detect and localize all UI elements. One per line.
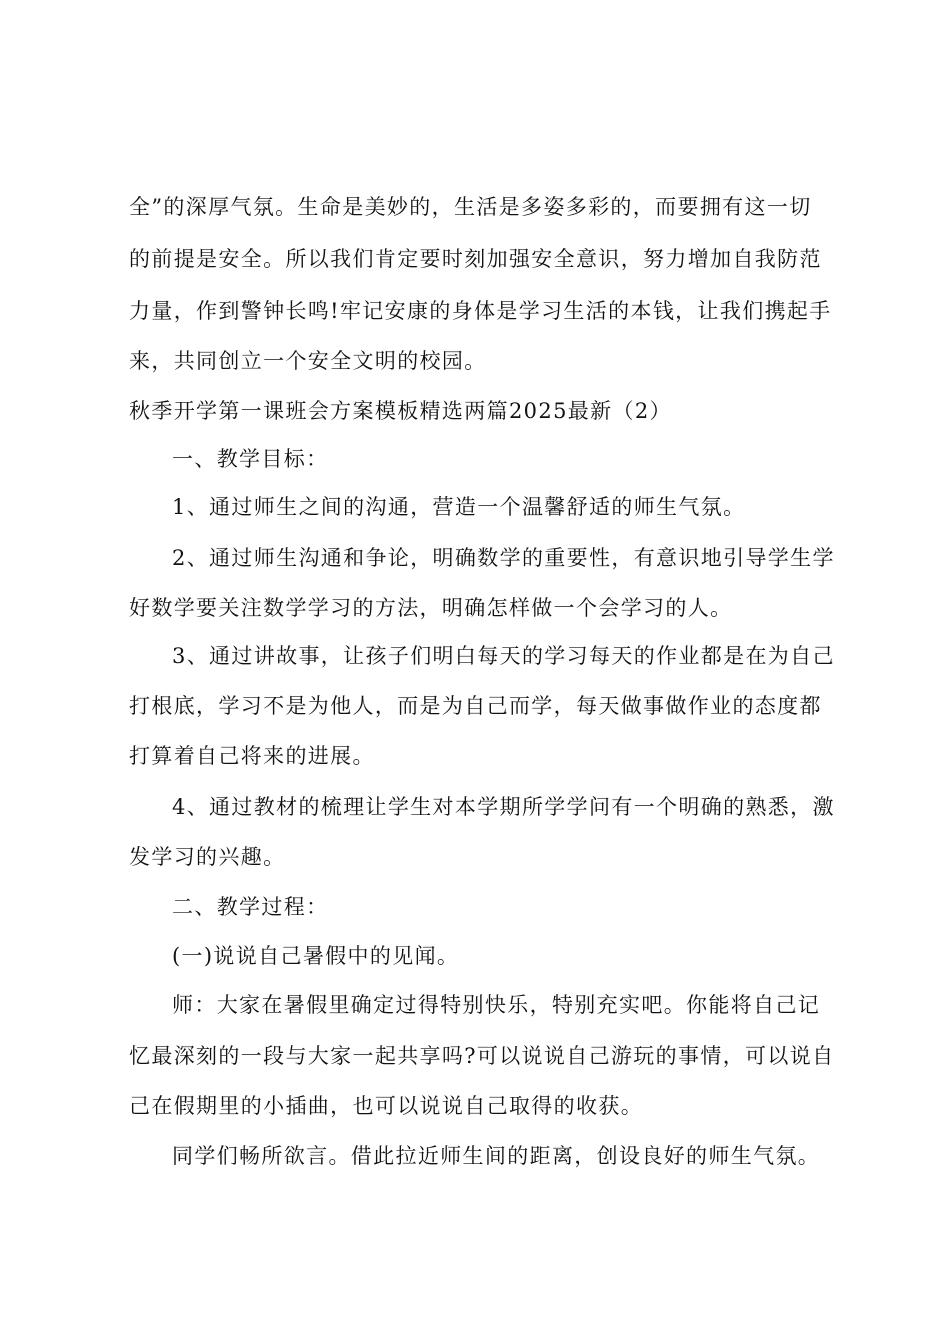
text-line: 发学习的兴趣。: [129, 845, 286, 869]
text-line: 来，共同创立一个安全文明的校园。: [129, 349, 487, 373]
text-line: 的前提是安全。所以我们肯定要时刻加强安全意识，努力增加自我防范: [129, 247, 822, 271]
text-line: 力量，作到警钟长鸣!牢记安康的身体是学习生活的本钱，让我们携起手: [129, 299, 832, 323]
text-line: 2、通过师生沟通和争论，明确数学的重要性，有意识地引导学生学: [172, 546, 835, 570]
text-line: 3、通过讲故事，让孩子们明白每天的学习每天的作业都是在为自己: [172, 644, 835, 668]
section-title: 秋季开学第一课班会方案模板精选两篇2025最新（2）: [129, 399, 672, 423]
text-line: 忆最深刻的一段与大家一起共享吗?可以说说自己游玩的事情，可以说自: [129, 1044, 835, 1068]
text-line: 好数学要关注数学学习的方法，明确怎样做一个会学习的人。: [129, 596, 733, 620]
text-line: (一)说说自己暑假中的见闻。: [172, 944, 460, 968]
text-line: 1、通过师生之间的沟通，营造一个温馨舒适的师生气氛。: [172, 495, 746, 519]
text-line: 师：大家在暑假里确定过得特别快乐，特别充实吧。你能将自己记: [172, 993, 821, 1017]
heading: 一、教学目标：: [172, 447, 329, 471]
heading: 二、教学过程：: [172, 895, 329, 919]
text-line: 全”的深厚气氛。生命是美妙的，生活是多姿多彩的，而要拥有这一切: [129, 195, 812, 219]
text-line: 打算着自己将来的进展。: [129, 744, 375, 768]
text-line: 同学们畅所欲言。借此拉近师生间的距离，创设良好的师生气氛。: [172, 1144, 821, 1168]
text-line: 4、通过教材的梳理让学生对本学期所学学问有一个明确的熟悉，激: [172, 795, 835, 819]
text-line: 己在假期里的小插曲，也可以说说自己取得的收获。: [129, 1094, 644, 1118]
text-line: 打根底，学习不是为他人，而是为自己而学，每天做事做作业的态度都: [129, 694, 822, 718]
